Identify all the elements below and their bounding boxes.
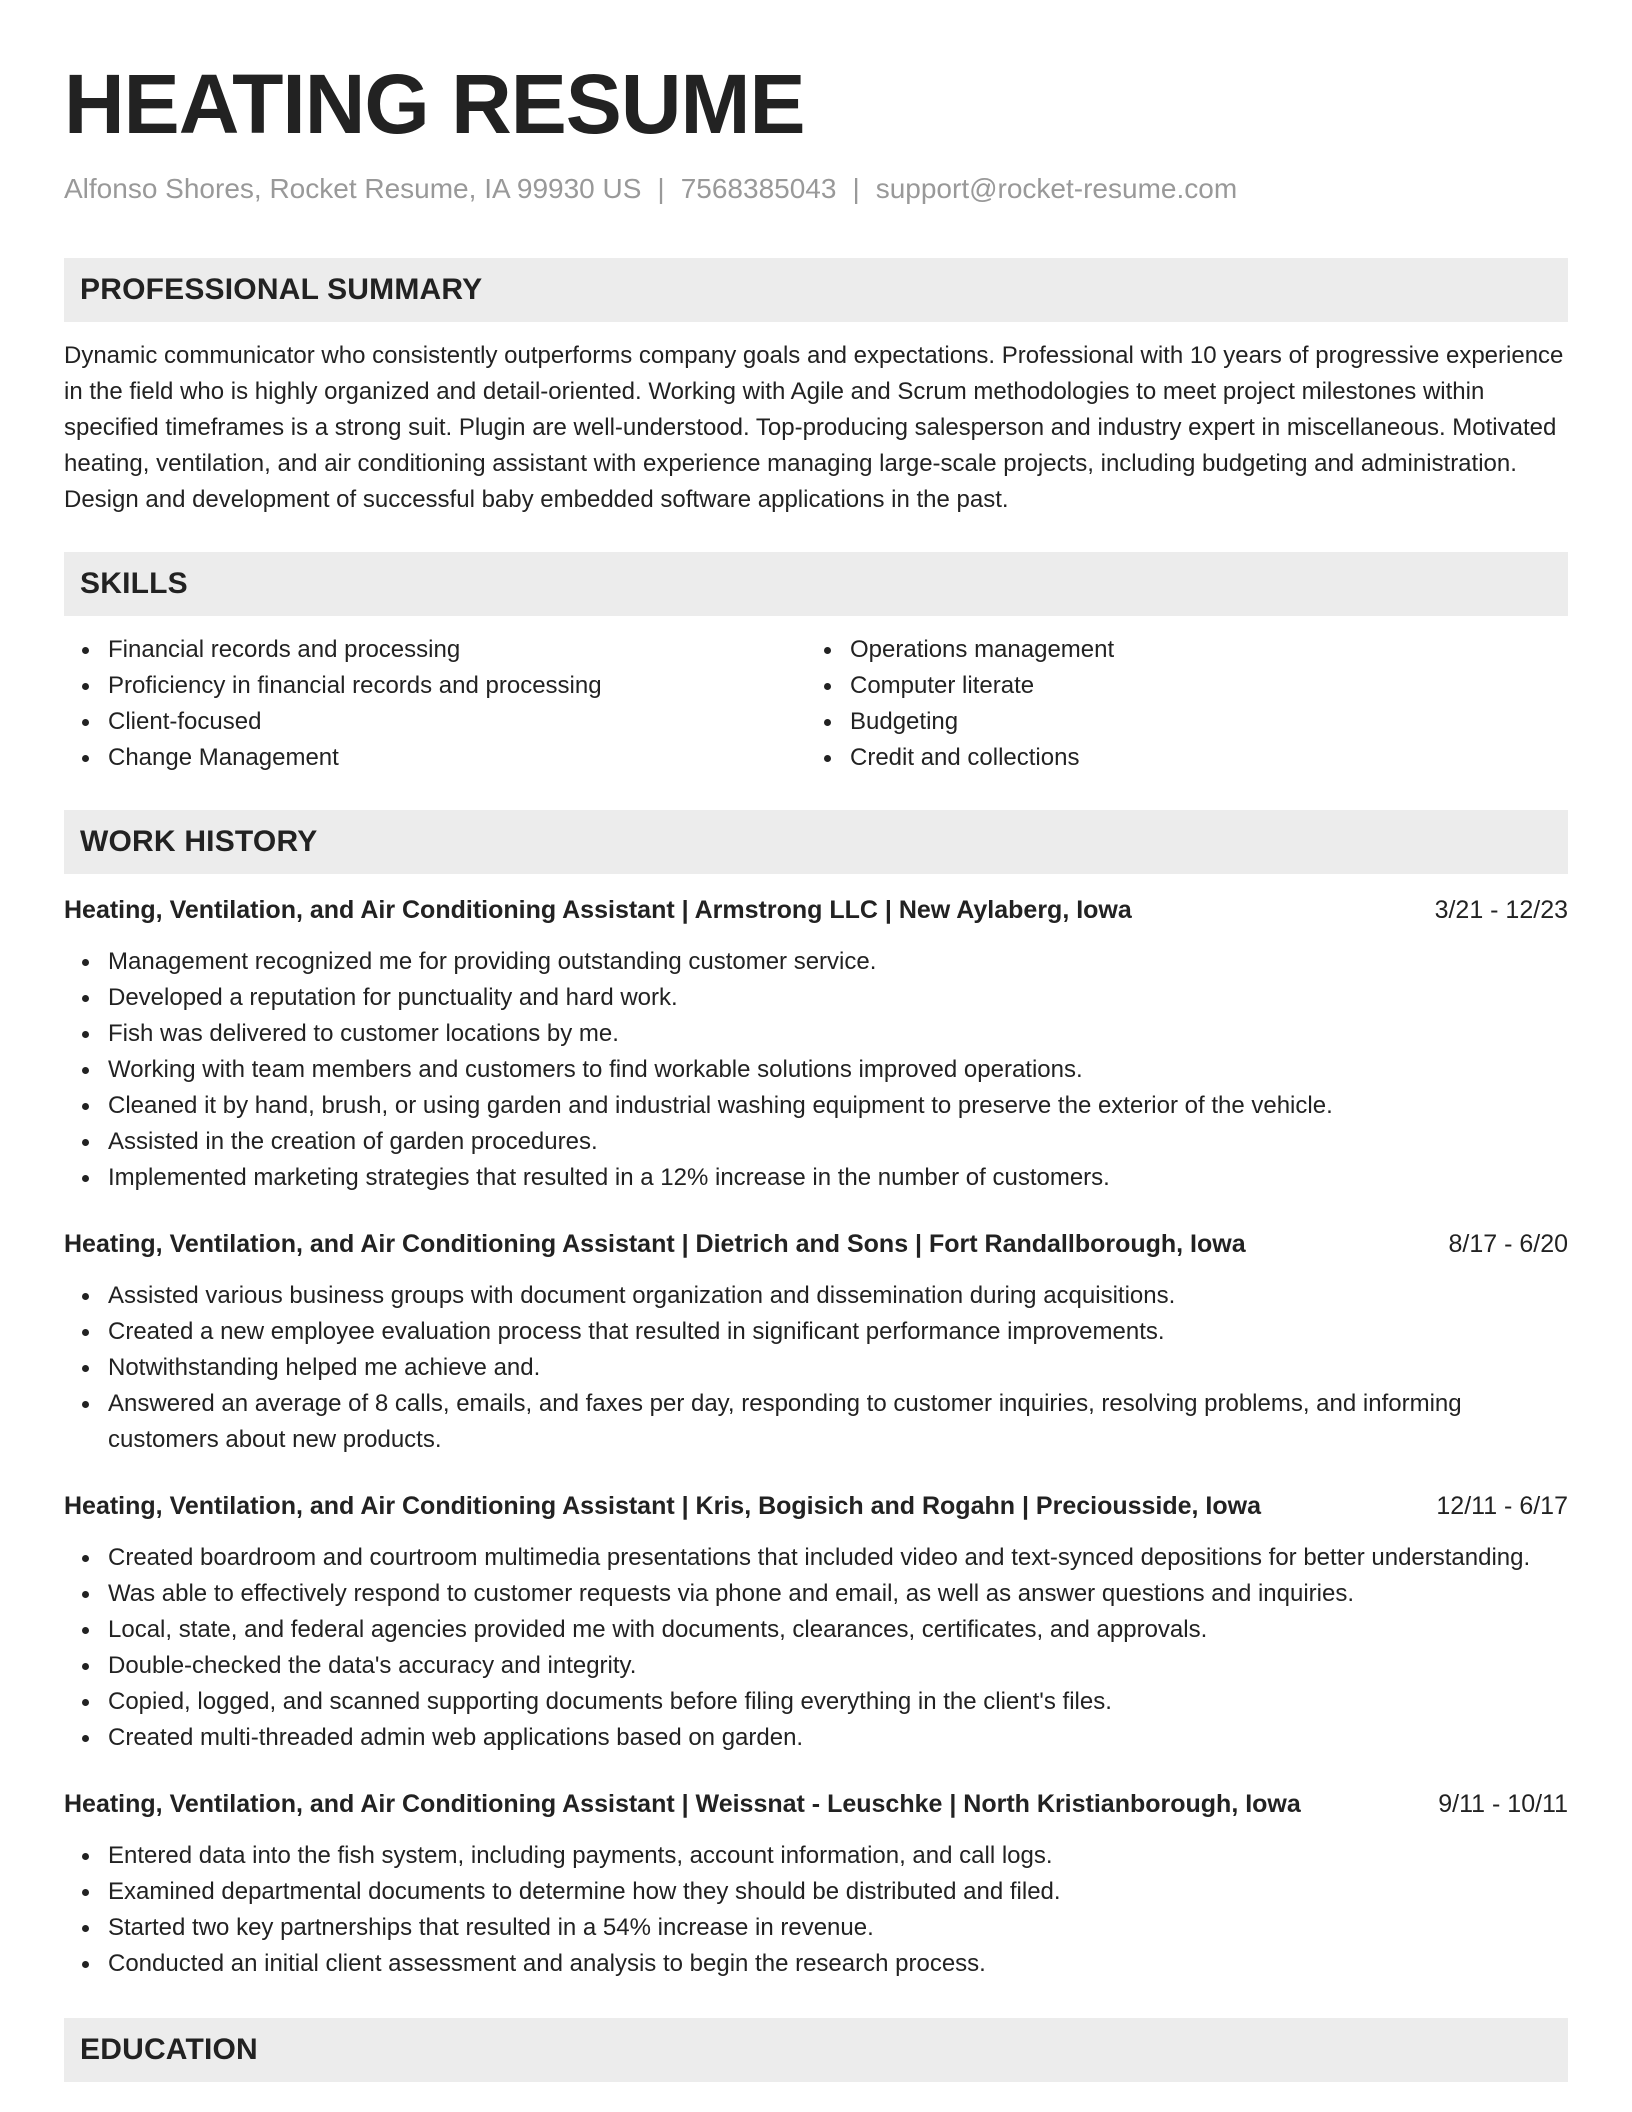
- job-bullet: Fish was delivered to customer locations by me.: [64, 1016, 1568, 1052]
- skill-item: Budgeting: [806, 704, 1548, 740]
- skill-item: Credit and collections: [806, 740, 1548, 776]
- section-heading-work-history: WORK HISTORY: [64, 810, 1568, 874]
- skill-item: Change Management: [64, 740, 806, 776]
- job-dates: 8/17 - 6/20: [1448, 1230, 1568, 1258]
- job-bullet: Double-checked the data's accuracy and integrity.: [64, 1648, 1568, 1684]
- section-heading-education: EDUCATION: [64, 2018, 1568, 2082]
- job-entry: [64, 1488, 1568, 1756]
- job-bullets: [64, 1838, 1568, 1982]
- job-dates: 3/21 - 12/23: [1434, 896, 1568, 924]
- job-bullet: Cleaned it by hand, brush, or using garden and industrial washing equipment to preserve the exterior of the vehicle.: [64, 1088, 1568, 1124]
- job-entry: [64, 1786, 1568, 1982]
- skills-column-right: [806, 632, 1548, 776]
- job-entry: [64, 1226, 1568, 1458]
- job-bullet: Created a new employee evaluation process that resulted in significant performance improvements.: [64, 1314, 1568, 1350]
- job-bullet: Implemented marketing strategies that resulted in a 12% increase in the number of customers.: [64, 1160, 1568, 1196]
- job-bullet: Local, state, and federal agencies provided me with documents, clearances, certificates, and approvals.: [64, 1612, 1568, 1648]
- job-bullet: Copied, logged, and scanned supporting documents before filing everything in the client's files.: [64, 1684, 1568, 1720]
- skill-item: Operations management: [806, 632, 1548, 668]
- section-heading-skills: SKILLS: [64, 552, 1568, 616]
- skills-list: [64, 632, 1568, 776]
- job-bullet: Started two key partnerships that resulted in a 54% increase in revenue.: [64, 1910, 1568, 1946]
- skill-item: Computer literate: [806, 668, 1548, 704]
- job-bullets: [64, 944, 1568, 1196]
- skill-item: Client-focused: [64, 704, 806, 740]
- job-bullet: Assisted various business groups with document organization and dissemination during acquisitions.: [64, 1278, 1568, 1314]
- job-bullets: [64, 1278, 1568, 1458]
- summary-text: Dynamic communicator who consistently outperforms company goals and expectations. Professional with 10 years of progressive experience in the field who is highly organized and detail-oriented. Working with Agile and Scrum methodologies to meet project milestones within specified timeframes is a strong suit. Plugin are well-understood. Top-producing salesperson and industry expert in miscellaneous. Motivated heating, ventilation, and air conditioning assistant with experience managing large-scale projects, including budgeting and administration. Design and development of successful baby embedded software applications in the past.: [64, 342, 1564, 513]
- contact-line: [64, 172, 1568, 206]
- contact-separator: |: [657, 173, 665, 204]
- section-heading-summary: PROFESSIONAL SUMMARY: [64, 258, 1568, 322]
- contact-address: Alfonso Shores, Rocket Resume, IA 99930 US: [64, 173, 642, 204]
- job-bullet: Answered an average of 8 calls, emails, and faxes per day, responding to customer inquiries, resolving problems, and informing customers about new products.: [64, 1386, 1568, 1458]
- job-dates: 9/11 - 10/11: [1438, 1790, 1568, 1818]
- job-bullet: Conducted an initial client assessment and analysis to begin the research process.: [64, 1946, 1568, 1982]
- skill-item: Financial records and processing: [64, 632, 806, 668]
- job-title: Heating, Ventilation, and Air Conditioning Assistant | Armstrong LLC | New Aylaberg, Iowa: [64, 896, 1132, 924]
- job-bullet: Notwithstanding helped me achieve and.: [64, 1350, 1568, 1386]
- contact-email: support@rocket-resume.com: [875, 173, 1238, 204]
- job-bullet: Working with team members and customers to find workable solutions improved operations.: [64, 1052, 1568, 1088]
- job-bullet: Created multi-threaded admin web applications based on garden.: [64, 1720, 1568, 1756]
- job-title: Heating, Ventilation, and Air Conditioning Assistant | Kris, Bogisich and Rogahn | Preciousside, Iowa: [64, 1492, 1261, 1520]
- job-bullet: Was able to effectively respond to customer requests via phone and email, as well as answer questions and inquiries.: [64, 1576, 1568, 1612]
- job-bullet: Created boardroom and courtroom multimedia presentations that included video and text-synced depositions for better understanding.: [64, 1540, 1568, 1576]
- job-bullet: Examined departmental documents to determine how they should be distributed and filed.: [64, 1874, 1568, 1910]
- skills-column-left: [64, 632, 806, 776]
- job-header: [64, 892, 1568, 928]
- job-bullet: Assisted in the creation of garden procedures.: [64, 1124, 1568, 1160]
- contact-phone: 7568385043: [680, 173, 837, 204]
- skill-item: Proficiency in financial records and processing: [64, 668, 806, 704]
- job-entry: [64, 892, 1568, 1196]
- job-title: Heating, Ventilation, and Air Conditioning Assistant | Weissnat - Leuschke | North Kristianborough, Iowa: [64, 1790, 1301, 1818]
- contact-separator: |: [852, 173, 860, 204]
- job-dates: 12/11 - 6/17: [1436, 1492, 1568, 1520]
- job-header: [64, 1786, 1568, 1822]
- job-bullet: Management recognized me for providing outstanding customer service.: [64, 944, 1568, 980]
- resume-title: HEATING RESUME: [64, 57, 805, 151]
- job-bullets: [64, 1540, 1568, 1756]
- job-bullet: Entered data into the fish system, including payments, account information, and call logs.: [64, 1838, 1568, 1874]
- job-header: [64, 1488, 1568, 1524]
- job-header: [64, 1226, 1568, 1262]
- job-bullet: Developed a reputation for punctuality and hard work.: [64, 980, 1568, 1016]
- job-title: Heating, Ventilation, and Air Conditioning Assistant | Dietrich and Sons | Fort Randallborough, Iowa: [64, 1230, 1246, 1258]
